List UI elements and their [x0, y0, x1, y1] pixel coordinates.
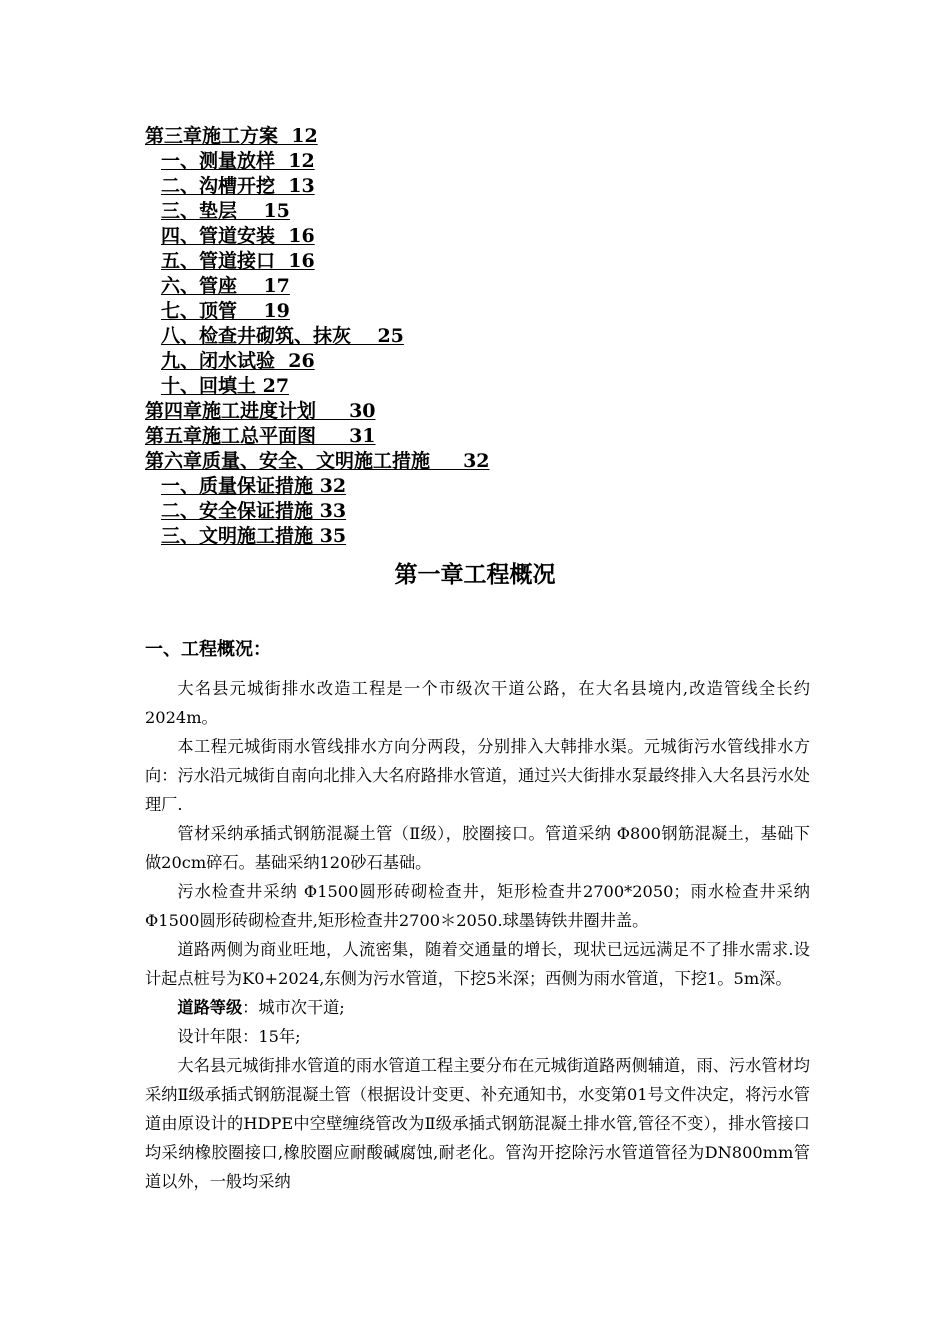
toc-entry-pipe-installation[interactable]: 四、管道安装 16: [161, 225, 315, 247]
table-of-contents: [145, 124, 490, 549]
toc-entry-chapter-5[interactable]: 第五章施工总平面图 31: [145, 425, 376, 447]
toc-entry-chapter-6[interactable]: 第六章质量、安全、文明施工措施 32: [145, 450, 490, 472]
paragraph-text: 本工程元城街雨水管线排水方向分两段，分别排入大韩排水渠。元城街污水管线排水方向：污水沿元城街自南向北排入大名府路排水管道，通过兴大街排水泵最终排入大名县污水处理厂.: [145, 737, 810, 814]
toc-entry-cushion-layer[interactable]: 三、垫层 15: [161, 200, 290, 222]
toc-entry-survey-setout[interactable]: 一、测量放样 12: [161, 150, 315, 172]
paragraph-text: 大名县元城街排水改造工程是一个市级次干道公路，在大名县境内,改造管线全长约2024m。: [145, 679, 810, 727]
section-heading: 一、工程概况：: [145, 639, 271, 660]
paragraph: [145, 877, 810, 935]
toc-entry-backfill[interactable]: 十、回填土 27: [161, 375, 290, 397]
paragraph-text: 设计年限：15年;: [177, 1027, 301, 1046]
toc-entry-chapter-3[interactable]: 第三章施工方案 12: [145, 125, 318, 147]
toc-entry-pipe-jacking[interactable]: 七、顶管 19: [161, 300, 290, 322]
paragraph: [145, 674, 810, 732]
paragraph: [145, 1051, 810, 1196]
paragraph-text: 大名县元城街排水管道的雨水管道工程主要分布在元城街道路两侧辅道，雨、污水管材均采纳Ⅱ级承插式钢筋混凝土管（根据设计变更、补充通知书，水变第01号文件决定，将污水管道由原设计的HDPE中空壁缠绕管改为Ⅱ级承插式钢筋混凝土排水管,管径不变），排水管接口均采纳橡胶圈接口,橡胶圈应耐酸碱腐蚀,耐老化。管沟开挖除污水管道管径为DN800mm管道以外，一般均采纳: [145, 1056, 810, 1191]
toc-entry-chapter-4[interactable]: 第四章施工进度计划 30: [145, 400, 376, 422]
toc-entry-quality-measures[interactable]: 一、质量保证措施 32: [161, 475, 347, 497]
paragraph-text: 管材采纳承插式钢筋混凝土管（Ⅱ级），胶圈接口。管道采纳 Φ800钢筋混凝土，基础下做20cm碎石。基础采纳120砂石基础。: [145, 824, 810, 872]
road-grade-label: 道路等级: [177, 998, 243, 1017]
toc-entry-civilized-construction[interactable]: 三、文明施工措施 35: [161, 525, 347, 547]
paragraph-text: ：城市次干道;: [242, 998, 345, 1017]
paragraph: [145, 732, 810, 819]
paragraph: [145, 819, 810, 877]
paragraph: [145, 993, 810, 1022]
paragraph-text: 道路两侧为商业旺地，人流密集，随着交通量的增长，现状已远远满足不了排水需求.设计起点桩号为K0+2024,东侧为污水管道，下挖5米深；西侧为雨水管道，下挖1。5m深。: [145, 940, 810, 988]
toc-entry-safety-measures[interactable]: 二、安全保证措施 33: [161, 500, 347, 522]
toc-entry-pipe-joint[interactable]: 五、管道接口 16: [161, 250, 315, 272]
toc-entry-closed-water-test[interactable]: 九、闭水试验 26: [161, 350, 315, 372]
body-text: [145, 674, 810, 1196]
paragraph-text: 污水检查井采纳 Φ1500圆形砖砌检查井，矩形检查井2700*2050；雨水检查井采纳 Φ1500圆形砖砌检查井,矩形检查井2700＊2050.球墨铸铁井圈井盖。: [145, 882, 810, 930]
toc-entry-manhole-masonry[interactable]: 八、检查井砌筑、抹灰 25: [161, 325, 404, 347]
chapter-title: 第一章工程概况: [394, 562, 556, 588]
toc-entry-trench-excavation[interactable]: 二、沟槽开挖 13: [161, 175, 315, 197]
paragraph: [145, 1022, 810, 1051]
toc-entry-pipe-seat[interactable]: 六、管座 17: [161, 275, 290, 297]
paragraph: [145, 935, 810, 993]
